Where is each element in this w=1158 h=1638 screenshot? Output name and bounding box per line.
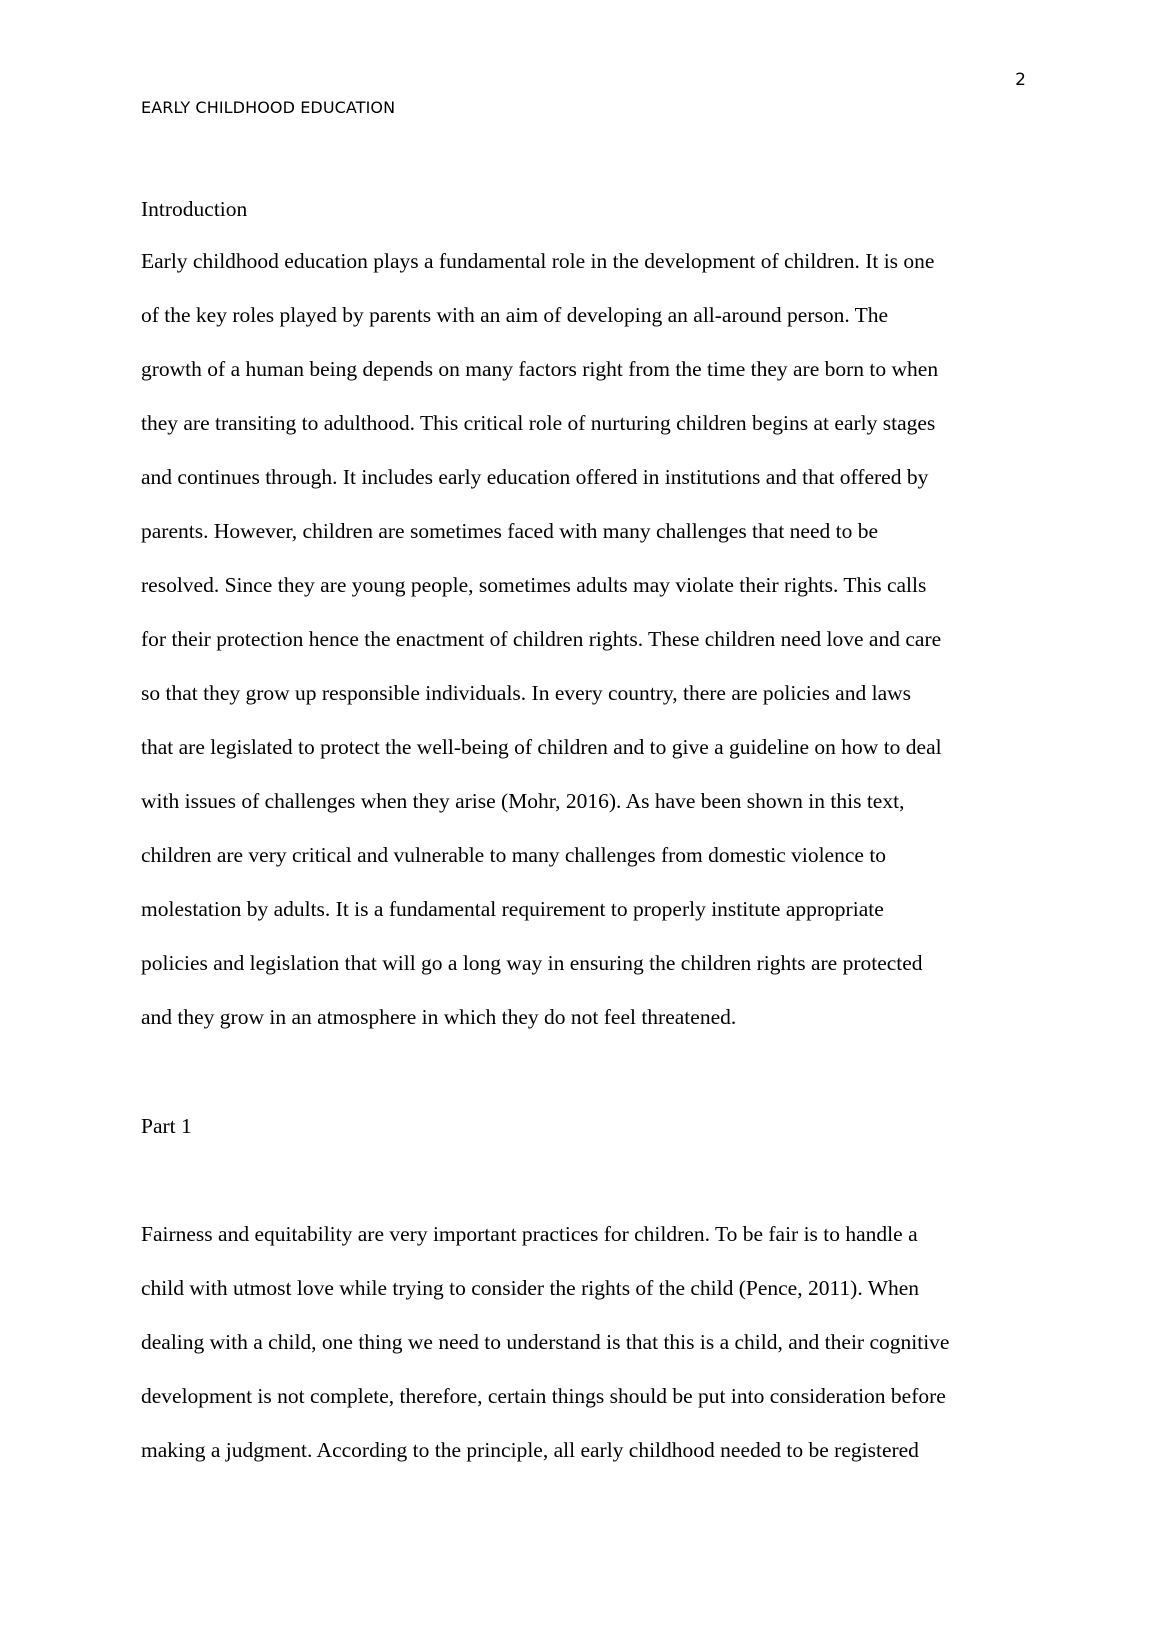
introduction-paragraph [141, 234, 942, 1044]
paragraph-line: that are legislated to protect the well-being of children and to give a guideline on how to deal [141, 735, 942, 759]
part1-paragraph [141, 1207, 949, 1477]
paragraph-line: and continues through. It includes early education offered in institutions and that offered by [141, 465, 929, 489]
paragraph-line: development is not complete, therefore, certain things should be put into consideration before [141, 1384, 946, 1408]
paragraph-line: so that they grow up responsible individuals. In every country, there are policies and laws [141, 681, 912, 705]
running-head: EARLY CHILDHOOD EDUCATION [141, 98, 396, 117]
paragraph-line: parents. However, children are sometimes faced with many challenges that need to be [141, 519, 879, 543]
paragraph-line: they are transiting to adulthood. This critical role of nurturing children begins at early stages [141, 411, 936, 435]
paragraph-line: Fairness and equitability are very important practices for children. To be fair is to handle a [141, 1222, 918, 1246]
paragraph-line: with issues of challenges when they arise (Mohr, 2016). As have been shown in this text, [141, 789, 905, 813]
introduction-heading: Introduction [141, 197, 248, 221]
paragraph-line: of the key roles played by parents with an aim of developing an all-around person. The [141, 303, 889, 327]
paragraph-line: children are very critical and vulnerable to many challenges from domestic violence to [141, 843, 887, 867]
paragraph-line: Early childhood education plays a fundamental role in the development of children. It is one [141, 249, 935, 273]
paragraph-line: child with utmost love while trying to consider the rights of the child (Pence, 2011). When [141, 1276, 920, 1300]
paragraph-line: molestation by adults. It is a fundamental requirement to properly institute appropriate [141, 897, 884, 921]
paragraph-line: dealing with a child, one thing we need to understand is that this is a child, and their cognitive [141, 1330, 950, 1354]
paragraph-line: for their protection hence the enactment of children rights. These children need love and care [141, 627, 942, 651]
paragraph-line: and they grow in an atmosphere in which they do not feel threatened. [141, 1005, 737, 1029]
paragraph-line: growth of a human being depends on many factors right from the time they are born to when [141, 357, 939, 381]
page-number: 2 [1015, 70, 1026, 90]
paragraph-line: making a judgment. According to the principle, all early childhood needed to be registered [141, 1438, 919, 1462]
paragraph-line: resolved. Since they are young people, sometimes adults may violate their rights. This calls [141, 573, 927, 597]
paragraph-line: policies and legislation that will go a long way in ensuring the children rights are protected [141, 951, 923, 975]
part1-heading: Part 1 [141, 1114, 192, 1138]
